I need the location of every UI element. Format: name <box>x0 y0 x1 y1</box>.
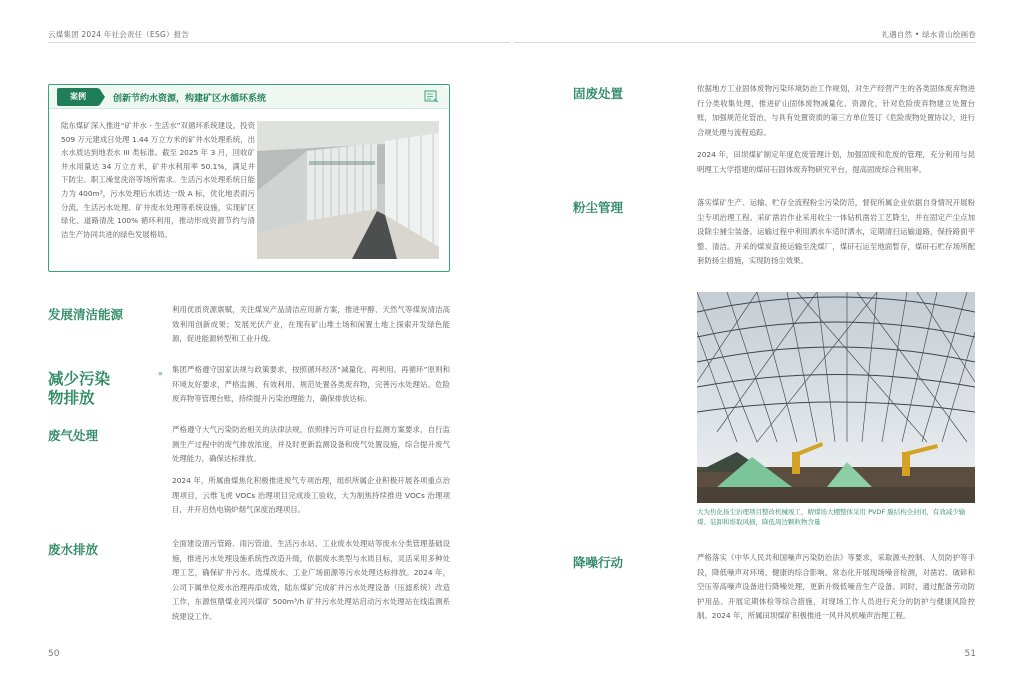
noise-text: 严格落实《中华人民共和国噪声污染防治法》等要求，采取源头控制、人员防护等手段，降低噪声对环境、健康的综合影响。常态化开展现场噪音检测，对凿岩、破碎和空压等高噪声设备进行降噪处理，更新升级低噪音生产设备。同时，通过配备劳动防护用品、开展定期体检等综合措施，对现场工作人员进行充分的防护与健康风险控制。2024 年，所属田坝煤矿积极推进一风井风机噪声治理工程。 <box>697 553 975 620</box>
exhaust-gas-text-1: 严格遵守大气污染防治相关的法律法规，依照排污许可证自行监测方案要求，自行监测生产过程中的废气排放浓度，并及时更新监测设备和废气处置设施，综合提升废气处理能力，确保达标排放。 <box>172 425 450 463</box>
clean-energy-text: 利用优质资源禀赋，关注煤炭产品清洁应用新方案，推进甲醇、天然气等煤炭清洁高效利用创新成果；发展光伏产业，在现有矿山堆土场和闲置土地上探索开发绿色能源，促进能源转型和工业升级。 <box>172 305 450 343</box>
photo-caption: 大为焦化扬尘治理项目整改机械竣工，精煤场大棚整体采用 PVDF 膜结构全封闭，有效减少输煤、装卸和堆取风损，降低周边颗粒物含量 <box>697 508 966 526</box>
wastewater-title: 废水排放 <box>48 542 99 557</box>
exhaust-gas-text-2: 2024 年，所属曲煤焦化积极推进废气专项治理，组织所属企业积极开展各项重点治理项目，云维飞虎 VOCs 治理项目完成竣工验收，大为制焦持续推进 VOCs 治理项目，并开启热电锅炉烟气深度治理项目。 <box>172 476 450 514</box>
case-tag: 案例 <box>57 88 99 106</box>
solid-waste-text-1: 依据地方工业固体废物污染环境防治工作规划，对生产经营产生的各类固体废弃物进行分类收集处理，推进矿山固体废物减量化、资源化，针对危险废弃物建立处置台账，加强规范化管治，与具有处置资质的第三方单位签订《危险废物处置协议》，进行合规处理与流程追踪。 <box>697 84 975 137</box>
page-number-left: 50 <box>48 649 60 659</box>
water-treatment-room-photo <box>257 121 439 259</box>
clean-energy-title: 发展清洁能源 <box>48 307 124 322</box>
reduce-pollution-title-line2: 物排放 <box>48 389 95 407</box>
reduce-pollution-text: 集团严格遵守国家法规与政策要求，按照循环经济“减量化、再利用、再循环”原则和环境友好要求，严格监测、有效利用、规范处置各类废弃物，完善污水处理站、危险废弃物等管理台账，持续提升污染治理能力，确保排放达标。 <box>172 365 450 403</box>
wastewater-text: 全面建设清污管路、雨污管道、生活污水站、工业废水处理站等废水分类管理基础设施，推进污水处理设施系统性改造升级，依据废水类型与水质目标，灵活采用多种处理工艺，确保矿井污水、选煤废水、工业广场面源等污水处理达标排放。2024 年，公司下属单位废水治理再添成效，陆东煤矿完成矿井污水处理设备（压滤系统）改造工作，东源恒鼎煤业河兴煤矿 500m³/h 矿井污水处理站启动污水处理站在线监测系统建设工作。 <box>172 539 450 621</box>
report-header-right: 礼遇自然 • 绿水青山绘画卷 <box>881 30 976 39</box>
solid-waste-title: 固废处置 <box>573 86 624 101</box>
dust-title: 粉尘管理 <box>573 200 624 215</box>
double-arrow-icon: » <box>158 369 163 378</box>
case-box <box>48 84 450 272</box>
header-divider-right <box>514 42 976 43</box>
document-icon <box>424 90 439 103</box>
case-text: 陆东煤矿深入推进“矿井水 - 生活水”双循环系统建设。投资 509 万元建成日处理 1.44 万立方米的矿井水处理系统，出水水质达到地表水 III 类标准。截至 2025 年 3 月，回收矿井水用量达 34 万立方米，矿井水利用率 50.1%，满足井下防尘、职工澡堂洗浴等场所需求。生活污水处理系统日能力为 400m³，污水处理后水质达一级 A 标，优化地表雨污分流、生活污水处理、矿井废水处理等系统设施，实现矿区绿化、道路清洗 100% 循环利用，推动形成资源节约与清洁生产协同共进的绿色发展格局。 <box>61 121 255 239</box>
noise-title: 降噪行动 <box>573 555 624 570</box>
page-number-right: 51 <box>964 649 976 659</box>
reduce-pollution-title-line1: 减少污染 <box>48 370 111 388</box>
report-header-left: 云煤集团 2024 年社会责任（ESG）报告 <box>48 30 190 39</box>
exhaust-gas-title: 废气处理 <box>48 428 99 443</box>
coal-shed-dome-photo <box>697 292 975 503</box>
case-title-bar <box>49 85 449 109</box>
header-divider-left <box>48 42 510 43</box>
solid-waste-text-2: 2024 年，田坝煤矿制定年度危废管理计划，加强固废和危废的管理，充分利用与昆明理工大学搭建的煤矸石固体废弃物研究平台，提高固废综合利用率。 <box>697 150 975 174</box>
dust-text: 落实煤矿生产、运输、贮存全流程粉尘污染防范，督促所属企业依据自身情况开展粉尘专项治理工程。采矿凿岩作业采用收尘一体钻机凿岩工艺降尘，并在固定产尘点加设除尘捕尘装备。运输过程中利用洒水车适时洒水，定期清扫运输道路，保持路面平整、清洁。开采的煤炭直接运输至洗煤厂，煤矸石运至地面暂存，煤矸石贮存场所配套防扬尘措施，实现防扬尘效果。 <box>697 198 975 265</box>
case-title: 创新节约水资源，构建矿区水循环系统 <box>113 94 267 104</box>
